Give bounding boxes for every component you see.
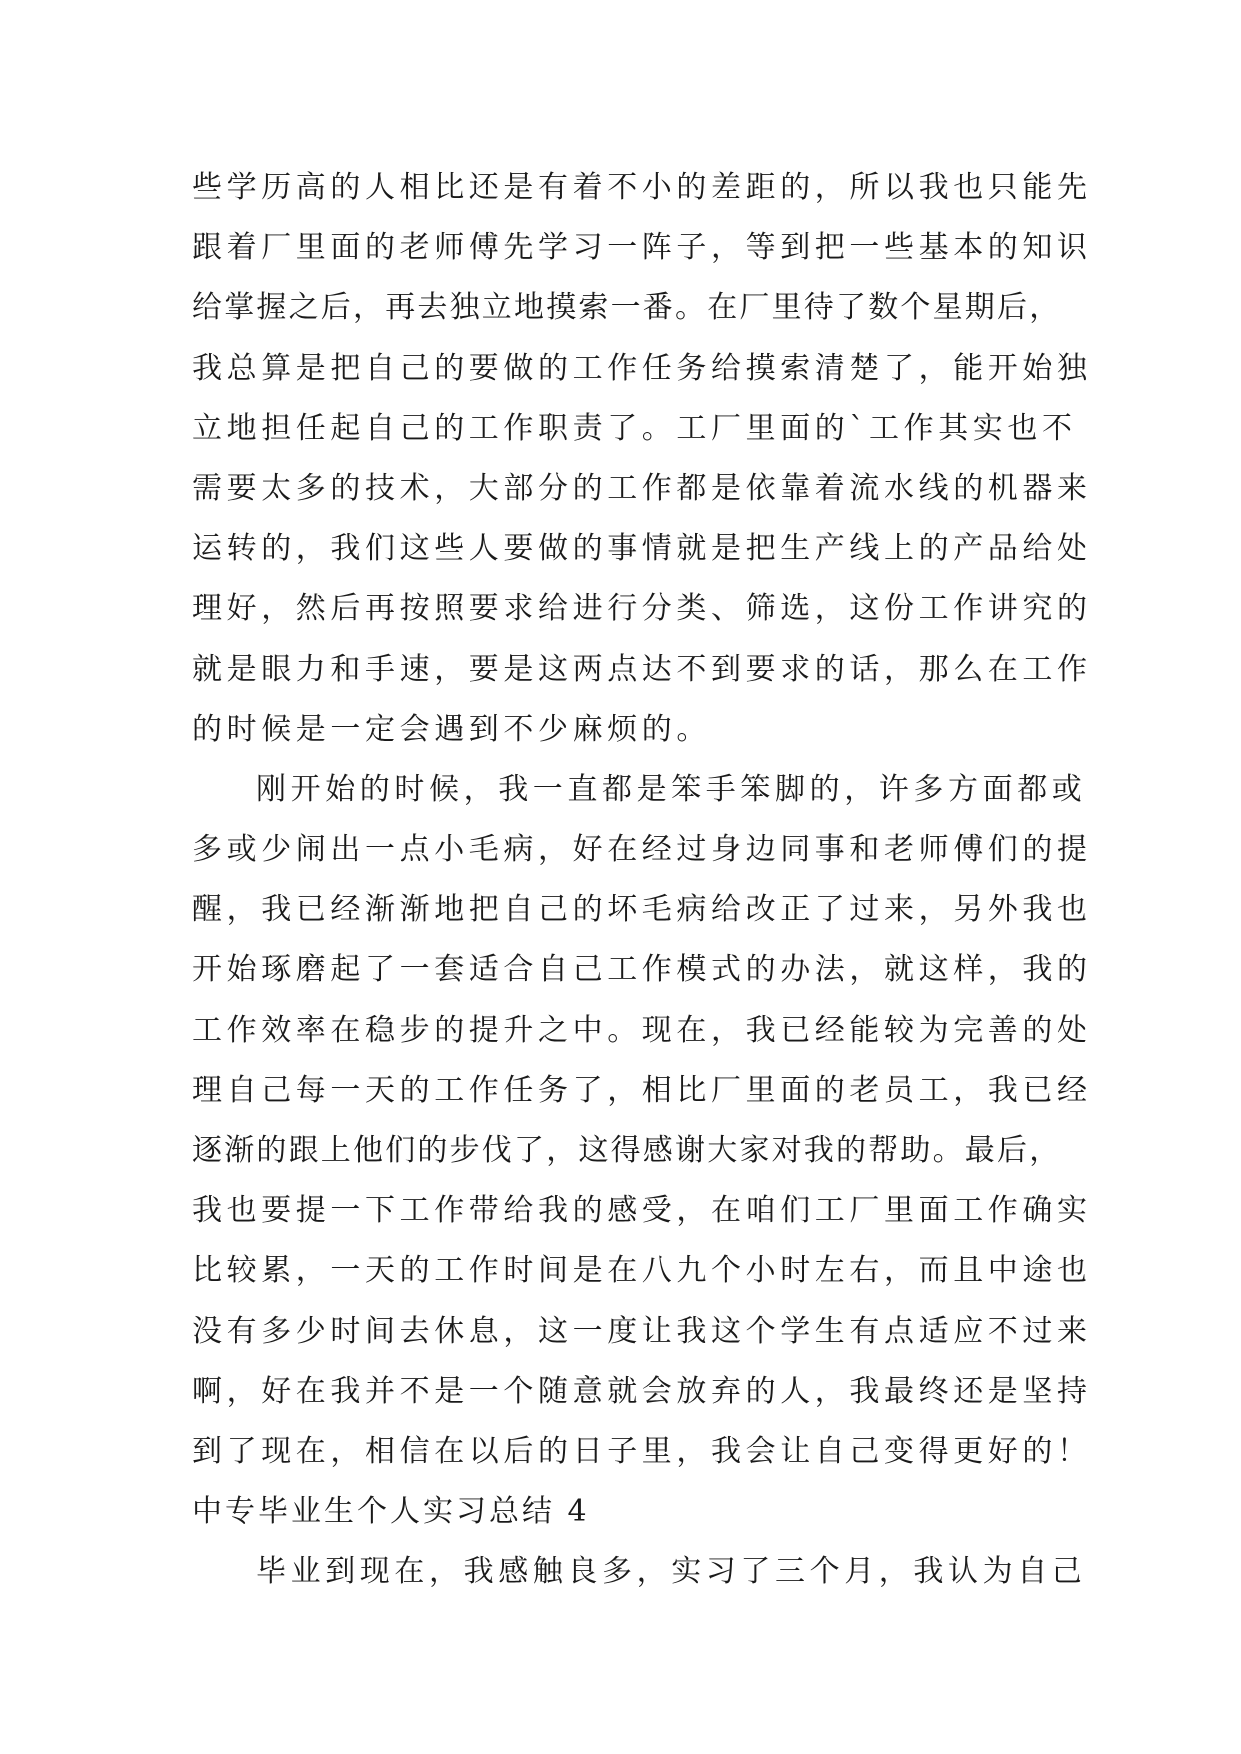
- text-line: 比较累，一天的工作时间是在八九个小时左右，而且中途也: [192, 1253, 1092, 1289]
- body-text: [192, 158, 1092, 1603]
- text-line: 些学历高的人相比还是有着不小的差距的，所以我也只能先: [192, 170, 1092, 205]
- text-line: 给掌握之后，再去独立地摸索一番。在厂里待了数个星期后，: [192, 290, 1062, 326]
- text-line: 理好，然后再按照要求给进行分类、筛选，这份工作讲究的: [192, 591, 1092, 627]
- text-line: 我也要提一下工作带给我的感受，在咱们工厂里面工作确实: [192, 1193, 1092, 1229]
- text-line: 多或少闹出一点小毛病，好在经过身边同事和老师傅们的提: [192, 832, 1092, 868]
- text-line: 我总算是把自己的要做的工作任务给摸索清楚了，能开始独: [192, 350, 1092, 386]
- paragraph-start-line: 毕业到现在，我感触良多，实习了三个月，我认为自己: [256, 1554, 1087, 1590]
- text-line: 到了现在，相信在以后的日子里，我会让自己变得更好的！: [192, 1433, 1092, 1469]
- section-heading: 中专毕业生个人实习总结 4: [192, 1494, 590, 1530]
- text-line: 工作效率在稳步的提升之中。现在，我已经能较为完善的处: [192, 1012, 1092, 1048]
- text-line: 醒，我已经渐渐地把自己的坏毛病给改正了过来，另外我也: [192, 892, 1092, 928]
- text-line: 逐渐的跟上他们的步伐了，这得感谢大家对我的帮助。最后，: [192, 1133, 1062, 1168]
- text-line: 跟着厂里面的老师傅先学习一阵子，等到把一些基本的知识: [192, 230, 1092, 266]
- text-line: 的时候是一定会遇到不少麻烦的。: [192, 711, 711, 747]
- text-line: 理自己每一天的工作任务了，相比厂里面的老员工，我已经: [192, 1072, 1092, 1108]
- text-line: 运转的，我们这些人要做的事情就是把生产线上的产品给处: [192, 531, 1092, 567]
- text-line: 需要太多的技术，大部分的工作都是依靠着流水线的机器来: [192, 470, 1092, 506]
- text-line: 立地担任起自己的工作职责了。工厂里面的`工作其实也不: [192, 410, 1077, 446]
- text-line: 开始琢磨起了一套适合自己工作模式的办法，就这样，我的: [192, 952, 1092, 988]
- text-line: 没有多少时间去休息，这一度让我这个学生有点适应不过来: [192, 1313, 1092, 1349]
- paragraph-start-line: 刚开始的时候，我一直都是笨手笨脚的，许多方面都或: [256, 771, 1087, 807]
- text-line: 啊，好在我并不是一个随意就会放弃的人，我最终还是坚持: [192, 1373, 1092, 1409]
- text-line: 就是眼力和手速，要是这两点达不到要求的话，那么在工作: [192, 651, 1092, 687]
